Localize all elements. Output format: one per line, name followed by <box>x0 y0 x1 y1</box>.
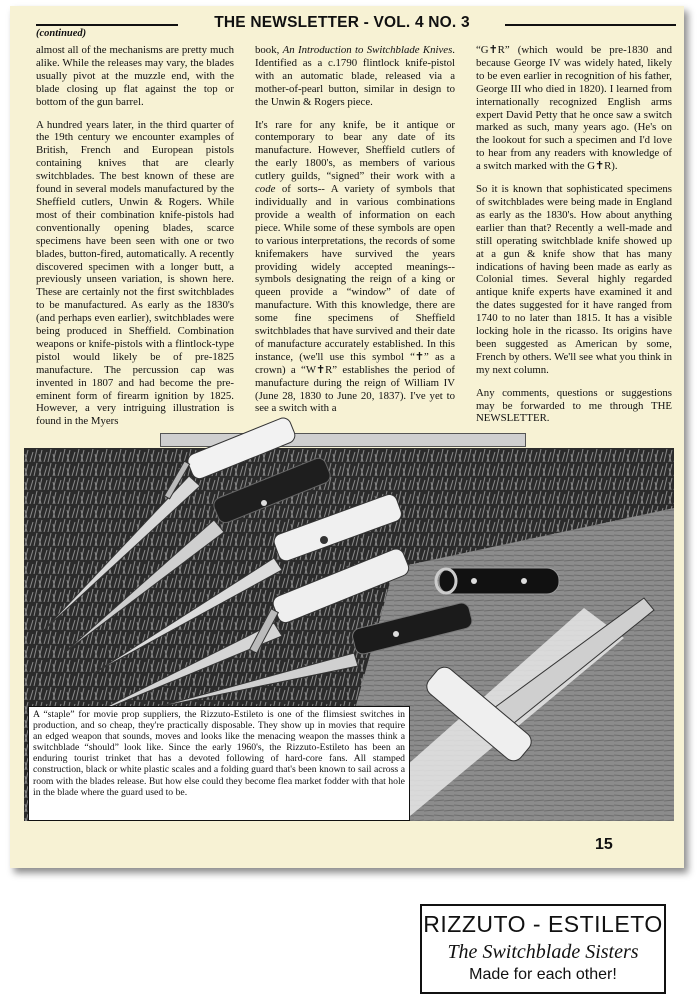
italic-word: code <box>255 183 276 196</box>
column2-paragraph-1 <box>255 44 455 109</box>
article-column-1 <box>36 44 234 438</box>
photo-caption: A “staple” for movie prop suppliers, the Rizzuto-Estileto is one of the flimsiest switches in production, and so cheap, they're practically disposable. They show up in movies that require an edged weapon that sounds, moves and looks like the menacing weapon the masses think a switchblade “should” look like. Since the early 1960's, the Rizzuto-Estileto has been an enduring tourist trinket that has a devoted following of hard-core fans. All stamped construction, black or white plastic scales and a folding guard that's been known to sail across a room with the blades release. But how else could they become flea market fodder with that hole in the blade where the guard used to be. <box>28 706 410 821</box>
text-run: It's rare for any knife, be it antique or contemporary to bear any date of its manufacture. However, Sheffield cutlers of the early 1800's, as members of various cutlery guilds, “signed” their work with a <box>255 118 455 183</box>
knife-small <box>436 568 559 594</box>
advertisement-box <box>420 904 666 994</box>
page-header <box>36 14 676 34</box>
column2-paragraph-2 <box>255 119 455 416</box>
text-run: of sorts-- A variety of symbols that individually and in various combinations provide a wealth of information on each piece. While some of these symbols are open to various interpretations, the records of some knifemakers have survived the years providing widely accepted meanings--symbols designating the reign of a king or queen provide a “window” of date of manufacture. With this knowledge, there are some fine specimens of Sheffield switchblades that have survived and their date of manufacture accurately established. In this instance, (we'll use this symbol “✝” as a crown) a “W✝R” establishes the period of manufacture during the reign of William IV (June 28, 1830 to June 20, 1837). I've yet to see a switch with a <box>255 183 455 415</box>
ad-tagline: Made for each other! <box>469 966 617 983</box>
article-column-2 <box>255 44 455 438</box>
text-run: book, <box>255 44 283 56</box>
column3-paragraph-2: So it is known that sophisticated specimens of switchblades were being made in England as early as the 1830's. How about anything earlier than that? Recently a well-made and still operating switchblade knife showed up at a gun & knife show that has many indications of having been made as early as Colonial times. Several highly regarded antique knife experts have examined it and the dates suggested for it have ranged from 1740 to no later than 1815. It has a visible locking hole in the ricasso. Its origins have been suggested as American by some, French by others. We'll see what you think in my next column. <box>476 183 672 376</box>
column1-paragraph-2: A hundred years later, in the third quarter of the 19th century we encounter examples of British, French and European pistols containing knives that are clearly switchblades. The best known of these are found in several models manufactured by the Sheffield cutlers, Unwin & Rogers. While most of their combination knife-pistols had conventionally opening blades, scarce specimens have been seen with one or two blades, button-fired, automatically. A recently discovered specimen with a longer butt, a previously unseen variation, is shown here. These are certainly not the first switchblades to be manufactured. As early as the 1830's (and perhaps even earlier), switchblades were being produced in Sheffield. Combination weapons or knife-pistols with a flintlock-type pistol would likely be of pre-1825 manufacture. The percussion cap was invented in 1807 and had become the pre-eminent form of firearm ignition by 1825. However, a very intriguing illustration is found in the Myers <box>36 118 234 428</box>
newsletter-title: THE NEWSLETTER - VOL. 4 NO. 3 <box>214 14 470 31</box>
book-title: An Introduction to Switchblade Knives <box>282 44 453 56</box>
newsletter-page <box>10 6 684 983</box>
page-number: 15 <box>595 836 613 853</box>
header-rule-right <box>505 24 676 26</box>
article-column-3 <box>476 44 672 438</box>
ad-subtitle: The Switchblade Sisters <box>447 941 639 963</box>
column3-paragraph-1: “G✝R” (which would be pre-1830 and because George IV was widely hated, likely to be even earlier in recognition of his father, George III who died in 1820). I learned from internationally recognized English arms expert David Petty that he once saw a switch marked as such, many years ago. (He's on the lookout for such a specimen and I'd love to hear from any readers with knowledge of a switch marked with the G✝R). <box>476 44 672 173</box>
ad-title: RIZZUTO - ESTILETO <box>423 911 663 937</box>
column1-paragraph-1: almost all of the mechanisms are pretty much alike. While the releases may vary, the blades usually pivot at the muzzle end, with the blade closing up flat against the top or bottom of the gun barrel. <box>36 44 234 108</box>
text-run: . Identified as a c.1790 flintlock knife-pistol with an automatic blade, released via a mother-of-pearl button, similar in design to the Unwin & Rogers piece. <box>255 44 455 108</box>
continued-label: (continued) <box>36 28 87 39</box>
column3-paragraph-3: Any comments, questions or suggestions may be forwarded to me through THE NEWSLETTER. <box>476 386 672 425</box>
header-rule-left <box>36 24 178 26</box>
